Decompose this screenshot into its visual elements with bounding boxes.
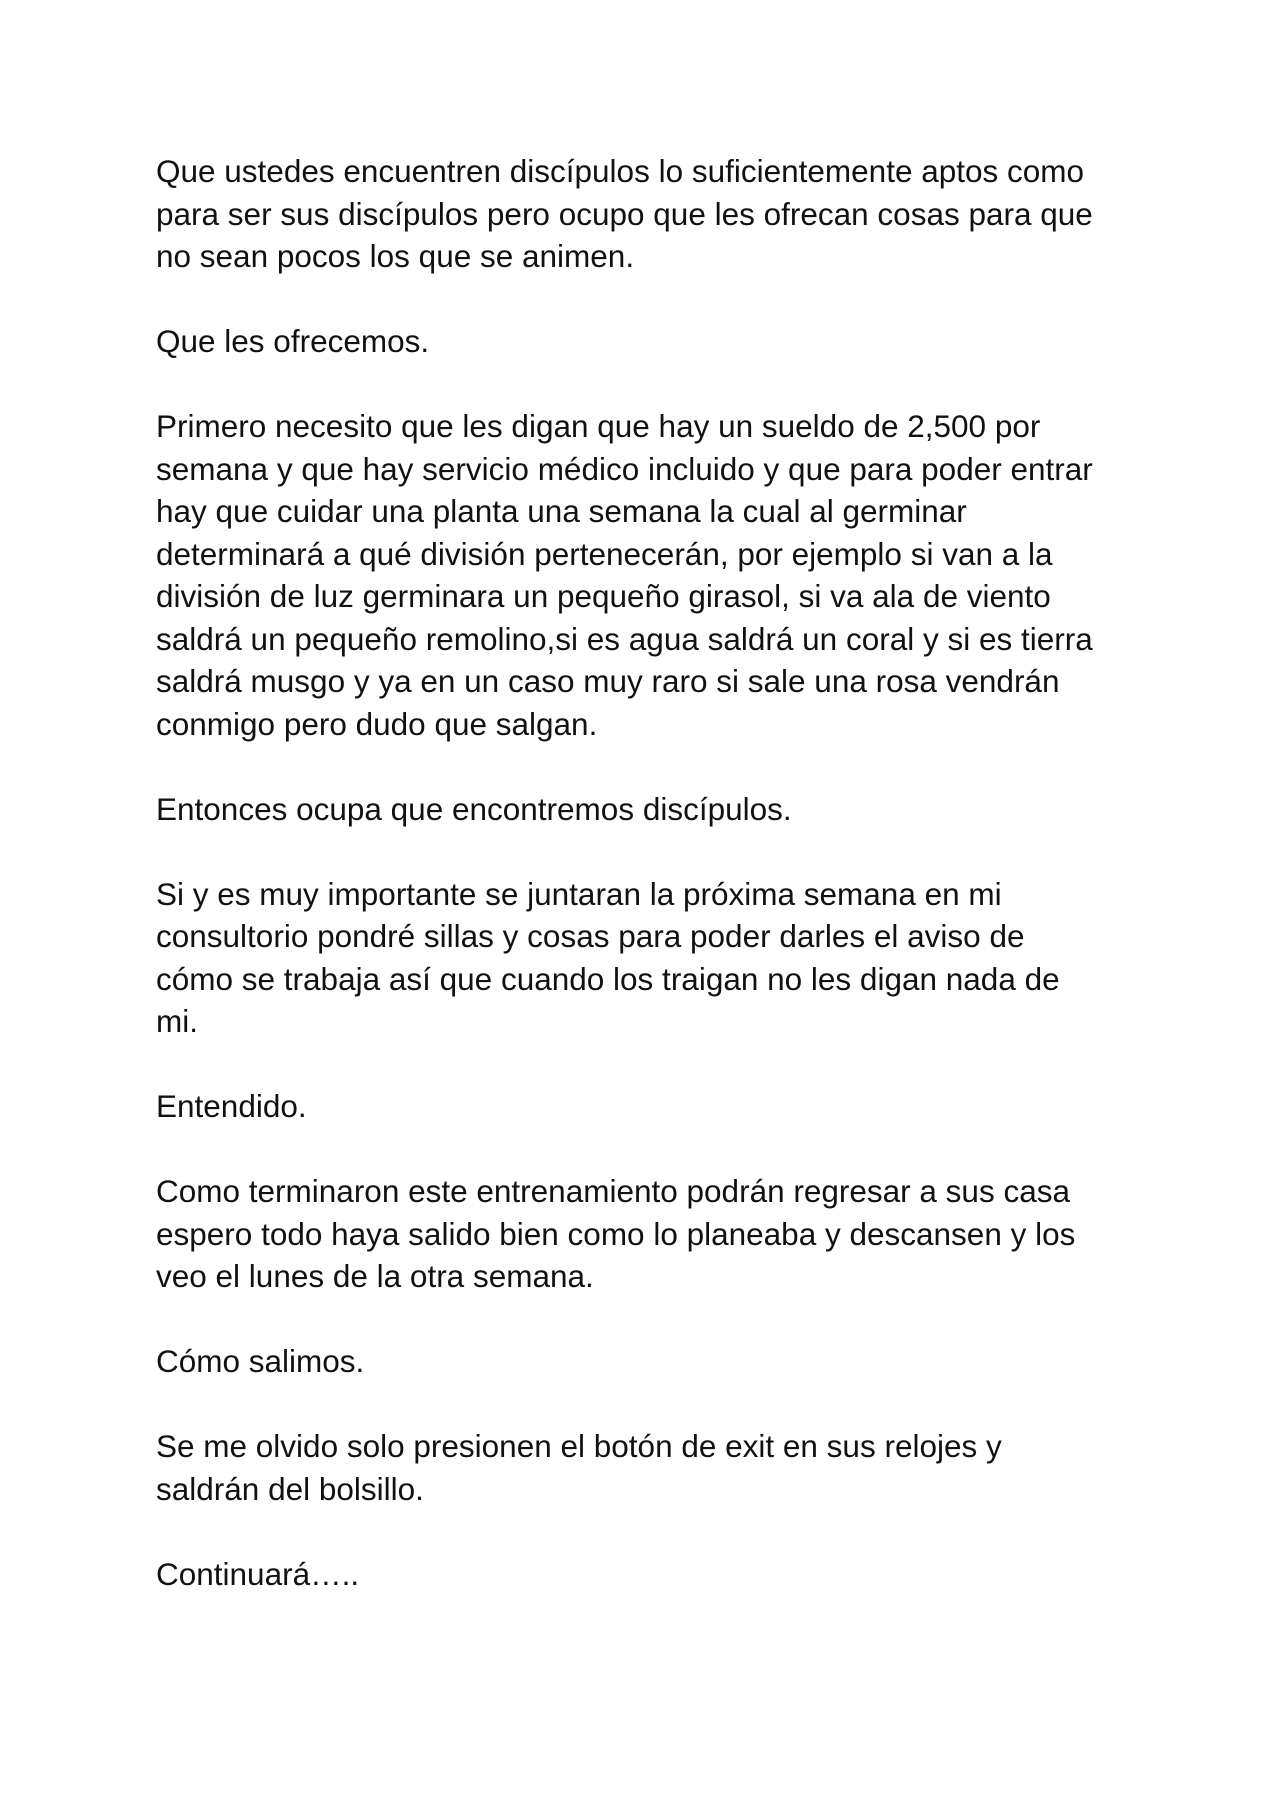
text-line: hay que cuidar una planta una semana la cual al germinar bbox=[156, 493, 967, 529]
text-line: cómo se trabaja así que cuando los traigan no les digan nada de bbox=[156, 960, 1060, 997]
text-line: espero todo haya salido bien como lo planeaba y descansen y los bbox=[156, 1215, 1076, 1252]
text-line: división de luz germinara un pequeño girasol, si va ala de viento bbox=[156, 578, 1051, 614]
text-line: Se me olvido solo presionen el botón de exit en sus relojes y bbox=[156, 1428, 1002, 1464]
paragraph-1 bbox=[156, 150, 1156, 278]
text-line: Que les ofrecemos. bbox=[156, 323, 430, 359]
text-line: saldrá musgo y ya en un caso muy raro si sale una rosa vendrán bbox=[156, 663, 1060, 699]
paragraph-5 bbox=[156, 873, 1156, 1043]
text-line: veo el lunes de la otra semana. bbox=[156, 1258, 594, 1294]
text-line: semana y que hay servicio médico incluido y que para poder entrar bbox=[156, 450, 1093, 487]
paragraph-9 bbox=[156, 1425, 1156, 1510]
text-line: Entonces ocupa que encontremos discípulos. bbox=[156, 790, 792, 827]
text-line: saldrá un pequeño remolino,si es agua saldrá un coral y si es tierra bbox=[156, 620, 1093, 657]
text-line: Como terminaron este entrenamiento podrán regresar a sus casa bbox=[156, 1173, 1070, 1209]
paragraph-3 bbox=[156, 405, 1156, 745]
document-body bbox=[156, 150, 1156, 1638]
text-line: Continuará….. bbox=[156, 1555, 360, 1592]
text-line: Primero necesito que les digan que hay un sueldo de 2,500 por bbox=[156, 408, 1041, 444]
text-line: Que ustedes encuentren discípulos lo suficientemente aptos como bbox=[156, 153, 1085, 189]
paragraph-2 bbox=[156, 320, 1156, 363]
text-line: saldrán del bolsillo. bbox=[156, 1470, 424, 1507]
paragraph-6 bbox=[156, 1085, 1156, 1128]
text-line: para ser sus discípulos pero ocupo que les ofrecan cosas para que bbox=[156, 195, 1093, 232]
text-line: Cómo salimos. bbox=[156, 1343, 365, 1379]
text-line: determinará a qué división pertenecerán, por ejemplo si van a la bbox=[156, 535, 1053, 572]
text-line: conmigo pero dudo que salgan. bbox=[156, 705, 598, 742]
text-line: no sean pocos los que se animen. bbox=[156, 238, 635, 274]
paragraph-10 bbox=[156, 1553, 1156, 1596]
text-line: Si y es muy importante se juntaran la próxima semana en mi bbox=[156, 875, 1002, 912]
paragraph-8 bbox=[156, 1340, 1156, 1383]
paragraph-4 bbox=[156, 788, 1156, 831]
text-line: Entendido. bbox=[156, 1088, 307, 1124]
text-line: consultorio pondré sillas y cosas para poder darles el aviso de bbox=[156, 918, 1025, 954]
paragraph-7 bbox=[156, 1170, 1156, 1298]
text-line: mi. bbox=[156, 1003, 198, 1039]
